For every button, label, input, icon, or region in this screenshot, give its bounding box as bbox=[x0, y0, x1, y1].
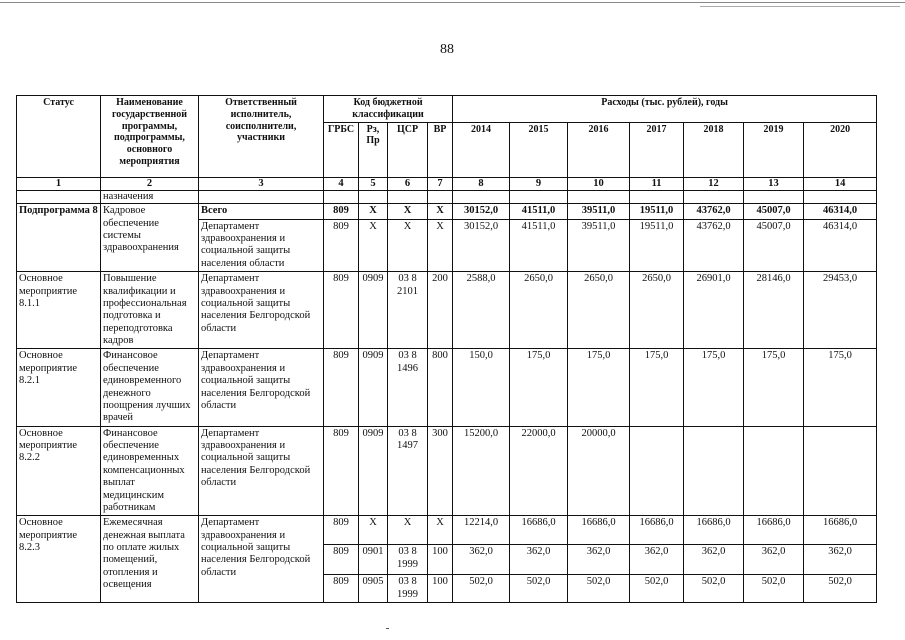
row-responsible: Департамент здравоохранения и социальной защиты населения области bbox=[199, 219, 324, 272]
table-row bbox=[17, 272, 877, 349]
cell-rz: Х bbox=[359, 516, 388, 545]
cell-value: 15200,0 bbox=[453, 426, 510, 516]
cell-value: 22000,0 bbox=[510, 426, 568, 516]
cell-value: 175,0 bbox=[568, 349, 630, 426]
row-responsible: Департамент здравоохранения и социальной защиты населения Белгородской области bbox=[199, 426, 324, 516]
header-year-2016: 2016 bbox=[568, 122, 630, 177]
cell-value: 43762,0 bbox=[684, 219, 744, 272]
cell-vr: 100 bbox=[428, 575, 453, 603]
cell-value: 502,0 bbox=[453, 575, 510, 603]
cell-value: 502,0 bbox=[510, 575, 568, 603]
cell-value: 362,0 bbox=[804, 545, 877, 575]
cell-csr: 03 8 1497 bbox=[388, 426, 428, 516]
cell-value: 16686,0 bbox=[630, 516, 684, 545]
col-index: 10 bbox=[568, 177, 630, 190]
header-year-2020: 2020 bbox=[804, 122, 877, 177]
cell-value: 46314,0 bbox=[804, 204, 877, 219]
cell-csr: Х bbox=[388, 219, 428, 272]
table-row bbox=[17, 516, 877, 545]
cell-grbs: 809 bbox=[324, 575, 359, 603]
cell-value: 16686,0 bbox=[510, 516, 568, 545]
row-name: Финансовое обеспечение единовременных компенсационных выплат медицинским работникам bbox=[101, 426, 199, 516]
col-index: 4 bbox=[324, 177, 359, 190]
cell-rz: 0909 bbox=[359, 349, 388, 426]
table-row bbox=[17, 204, 877, 219]
cell-value: 502,0 bbox=[568, 575, 630, 603]
cell-value: 362,0 bbox=[630, 545, 684, 575]
cell-value: 175,0 bbox=[804, 349, 877, 426]
cell-csr: 03 8 1999 bbox=[388, 545, 428, 575]
header-year-2018: 2018 bbox=[684, 122, 744, 177]
cell-value: 12214,0 bbox=[453, 516, 510, 545]
cell-value: 2650,0 bbox=[568, 272, 630, 349]
cell-value bbox=[744, 426, 804, 516]
column-index-row bbox=[17, 177, 877, 190]
col-index: 3 bbox=[199, 177, 324, 190]
header-year-2019: 2019 bbox=[744, 122, 804, 177]
cell-grbs: 809 bbox=[324, 219, 359, 272]
cell-csr: Х bbox=[388, 204, 428, 219]
cell-value: 175,0 bbox=[744, 349, 804, 426]
scan-edge-line bbox=[0, 2, 905, 3]
cell-csr: Х bbox=[388, 516, 428, 545]
row-name: Кадровое обеспечение системы здравоохранения bbox=[101, 204, 199, 272]
scan-edge-line-short bbox=[700, 6, 900, 7]
header-grbs: ГРБС bbox=[324, 122, 359, 177]
cell-value bbox=[630, 426, 684, 516]
cell-rz: 0909 bbox=[359, 426, 388, 516]
header-status: Статус bbox=[17, 96, 101, 178]
row-responsible: Департамент здравоохранения и социальной защиты населения Белгородской области bbox=[199, 272, 324, 349]
cell-value: 502,0 bbox=[744, 575, 804, 603]
budget-table bbox=[16, 95, 877, 603]
cell-value: 39511,0 bbox=[568, 219, 630, 272]
cell-value: 362,0 bbox=[568, 545, 630, 575]
row-name: Финансовое обеспечение единовременного денежного поощрения лучших врачей bbox=[101, 349, 199, 426]
col-index: 1 bbox=[17, 177, 101, 190]
continuation-row bbox=[17, 190, 877, 203]
cell-value: 29453,0 bbox=[804, 272, 877, 349]
cell-value: 175,0 bbox=[684, 349, 744, 426]
cell-value: 502,0 bbox=[684, 575, 744, 603]
cell-value: 26901,0 bbox=[684, 272, 744, 349]
cell-grbs: 809 bbox=[324, 545, 359, 575]
table-row bbox=[17, 349, 877, 426]
cell-csr: 03 8 2101 bbox=[388, 272, 428, 349]
cell-value: 28146,0 bbox=[744, 272, 804, 349]
col-index: 14 bbox=[804, 177, 877, 190]
cell-rz: Х bbox=[359, 204, 388, 219]
cell-value bbox=[684, 426, 744, 516]
cell-value: 45007,0 bbox=[744, 219, 804, 272]
header-year-2017: 2017 bbox=[630, 122, 684, 177]
cell-value: 30152,0 bbox=[453, 219, 510, 272]
cell-vr: 300 bbox=[428, 426, 453, 516]
cell-rz: 0901 bbox=[359, 545, 388, 575]
cell-rz: Х bbox=[359, 219, 388, 272]
cell-value: 362,0 bbox=[510, 545, 568, 575]
cell-value: 362,0 bbox=[453, 545, 510, 575]
cell-value: 46314,0 bbox=[804, 219, 877, 272]
cell-grbs: 809 bbox=[324, 516, 359, 545]
cell-value: 30152,0 bbox=[453, 204, 510, 219]
row-status: Подпрограмма 8 bbox=[17, 204, 101, 272]
cell-value: 2650,0 bbox=[630, 272, 684, 349]
cell-vr: Х bbox=[428, 204, 453, 219]
row-name: Ежемесячная денежная выплата по оплате жилых помещений, отопления и освещения bbox=[101, 516, 199, 603]
page-number: 88 bbox=[440, 42, 454, 57]
col-index: 5 bbox=[359, 177, 388, 190]
cell-value: 16686,0 bbox=[568, 516, 630, 545]
header-year-2015: 2015 bbox=[510, 122, 568, 177]
row-responsible: Департамент здравоохранения и социальной защиты населения Белгородской области bbox=[199, 349, 324, 426]
header-expenses: Расходы (тыс. рублей), годы bbox=[453, 96, 877, 123]
cell-vr: 100 bbox=[428, 545, 453, 575]
cell-value: 43762,0 bbox=[684, 204, 744, 219]
cell-vr: Х bbox=[428, 516, 453, 545]
col-index: 13 bbox=[744, 177, 804, 190]
row-status: Основное мероприятие 8.2.3 bbox=[17, 516, 101, 603]
cell-value: 16686,0 bbox=[684, 516, 744, 545]
row-responsible: Всего bbox=[199, 204, 324, 219]
cell-value: 175,0 bbox=[630, 349, 684, 426]
cell-value: 150,0 bbox=[453, 349, 510, 426]
col-index: 8 bbox=[453, 177, 510, 190]
cell-vr: 800 bbox=[428, 349, 453, 426]
cell-grbs: 809 bbox=[324, 349, 359, 426]
cell-csr: 03 8 1496 bbox=[388, 349, 428, 426]
row-name: Повышение квалификации и профессиональная подготовка и переподготовка кадров bbox=[101, 272, 199, 349]
header-responsible: Ответственный исполнитель, соисполнители, участники bbox=[199, 96, 324, 178]
col-index: 9 bbox=[510, 177, 568, 190]
cell-grbs: 809 bbox=[324, 272, 359, 349]
col-index: 12 bbox=[684, 177, 744, 190]
cell-value: 45007,0 bbox=[744, 204, 804, 219]
cell-value bbox=[804, 426, 877, 516]
cell-vr: Х bbox=[428, 219, 453, 272]
cell-value: 19511,0 bbox=[630, 204, 684, 219]
cell-value: 362,0 bbox=[684, 545, 744, 575]
cell-value: 502,0 bbox=[630, 575, 684, 603]
cell-csr: 03 8 1999 bbox=[388, 575, 428, 603]
col-index: 11 bbox=[630, 177, 684, 190]
cell-value: 20000,0 bbox=[568, 426, 630, 516]
cell-value: 2650,0 bbox=[510, 272, 568, 349]
row-responsible: Департамент здравоохранения и социальной защиты населения Белгородской области bbox=[199, 516, 324, 603]
cell-value: 175,0 bbox=[510, 349, 568, 426]
header-vr: ВР bbox=[428, 122, 453, 177]
cell-value: 16686,0 bbox=[804, 516, 877, 545]
cell-value: 2588,0 bbox=[453, 272, 510, 349]
header-year-2014: 2014 bbox=[453, 122, 510, 177]
cell-value: 39511,0 bbox=[568, 204, 630, 219]
row-status: Основное мероприятие 8.1.1 bbox=[17, 272, 101, 349]
col-index: 2 bbox=[101, 177, 199, 190]
col-index: 7 bbox=[428, 177, 453, 190]
header-budget-code: Код бюджетной классификации bbox=[324, 96, 453, 123]
cell-vr: 200 bbox=[428, 272, 453, 349]
cell-value: 362,0 bbox=[744, 545, 804, 575]
header-rz: Рз, Пр bbox=[359, 122, 388, 177]
cell-value: 41511,0 bbox=[510, 204, 568, 219]
cell-rz: 0905 bbox=[359, 575, 388, 603]
cell-value: 16686,0 bbox=[744, 516, 804, 545]
cell-value: 502,0 bbox=[804, 575, 877, 603]
header-program-name: Наименование государственной программы, подпрограммы, основного мероприятия bbox=[101, 96, 199, 178]
cell-value: 19511,0 bbox=[630, 219, 684, 272]
cell-rz: 0909 bbox=[359, 272, 388, 349]
cell-grbs: 809 bbox=[324, 204, 359, 219]
col-index: 6 bbox=[388, 177, 428, 190]
row-status: Основное мероприятие 8.2.2 bbox=[17, 426, 101, 516]
header-csr: ЦСР bbox=[388, 122, 428, 177]
continuation-text: назначения bbox=[101, 190, 199, 203]
row-status: Основное мероприятие 8.2.1 bbox=[17, 349, 101, 426]
table-row bbox=[17, 426, 877, 516]
scan-speck bbox=[386, 628, 389, 629]
header-row-1 bbox=[17, 96, 877, 123]
cell-value: 41511,0 bbox=[510, 219, 568, 272]
cell-grbs: 809 bbox=[324, 426, 359, 516]
